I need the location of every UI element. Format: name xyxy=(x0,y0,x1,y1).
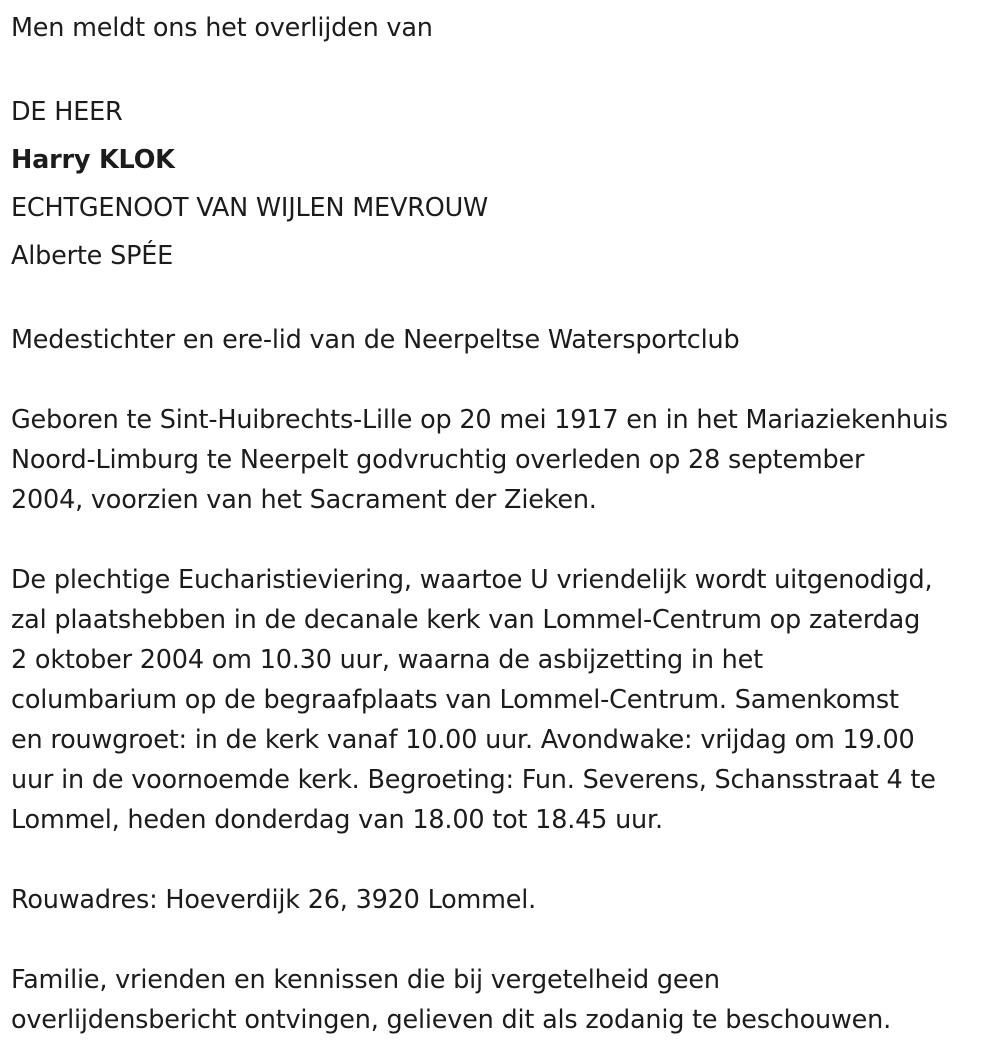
paragraph-line: overlijdensbericht ontvingen, gelieven dit als zodanig te beschouwen. xyxy=(11,1005,892,1035)
paragraph-line: columbarium op de begraafplaats van Lommel-Centrum. Samenkomst xyxy=(11,685,899,715)
paragraph-line: 2 oktober 2004 om 10.30 uur, waarna de asbijzetting in het xyxy=(11,645,763,675)
spacer xyxy=(11,520,996,560)
spacer xyxy=(11,280,996,320)
paragraph-line: Geboren te Sint-Huibrechts-Lille op 20 mei 1917 en in het Mariaziekenhuis xyxy=(11,405,948,435)
paragraph-line: 2004, voorzien van het Sacrament der Zieken. xyxy=(11,485,597,515)
obituary-notice xyxy=(11,8,996,1040)
role-text: Medestichter en ere-lid van de Neerpeltse Watersportclub xyxy=(11,325,740,355)
spacer xyxy=(11,920,996,960)
relation-text: ECHTGENOOT VAN WIJLEN MEVROUW xyxy=(11,193,489,223)
paragraph-line: uur in de voornoemde kerk. Begroeting: Fun. Severens, Schansstraat 4 te xyxy=(11,765,936,795)
paragraph-line: Lommel, heden donderdag van 18.00 tot 18.45 uur. xyxy=(11,805,663,835)
deceased-name: Harry KLOK xyxy=(11,145,175,175)
birth-death-paragraph xyxy=(11,400,996,520)
spouse-name: Alberte SPÉE xyxy=(11,241,174,271)
title-prefix: DE HEER xyxy=(11,97,123,127)
spacer xyxy=(11,48,996,88)
intro-text: Men meldt ons het overlijden van xyxy=(11,13,433,43)
paragraph-line: Familie, vrienden en kennissen die bij vergetelheid geen xyxy=(11,965,720,995)
spacer xyxy=(11,840,996,880)
spacer xyxy=(11,360,996,400)
mourning-address: Rouwadres: Hoeverdijk 26, 3920 Lommel. xyxy=(11,885,537,915)
paragraph-line: en rouwgroet: in de kerk vanaf 10.00 uur. Avondwake: vrijdag om 19.00 xyxy=(11,725,915,755)
ceremony-paragraph xyxy=(11,560,996,840)
closing-paragraph xyxy=(11,960,996,1040)
paragraph-line: zal plaatshebben in de decanale kerk van Lommel-Centrum op zaterdag xyxy=(11,605,921,635)
paragraph-line: De plechtige Eucharistieviering, waartoe U vriendelijk wordt uitgenodigd, xyxy=(11,565,933,595)
paragraph-line: Noord-Limburg te Neerpelt godvruchtig overleden op 28 september xyxy=(11,445,865,475)
